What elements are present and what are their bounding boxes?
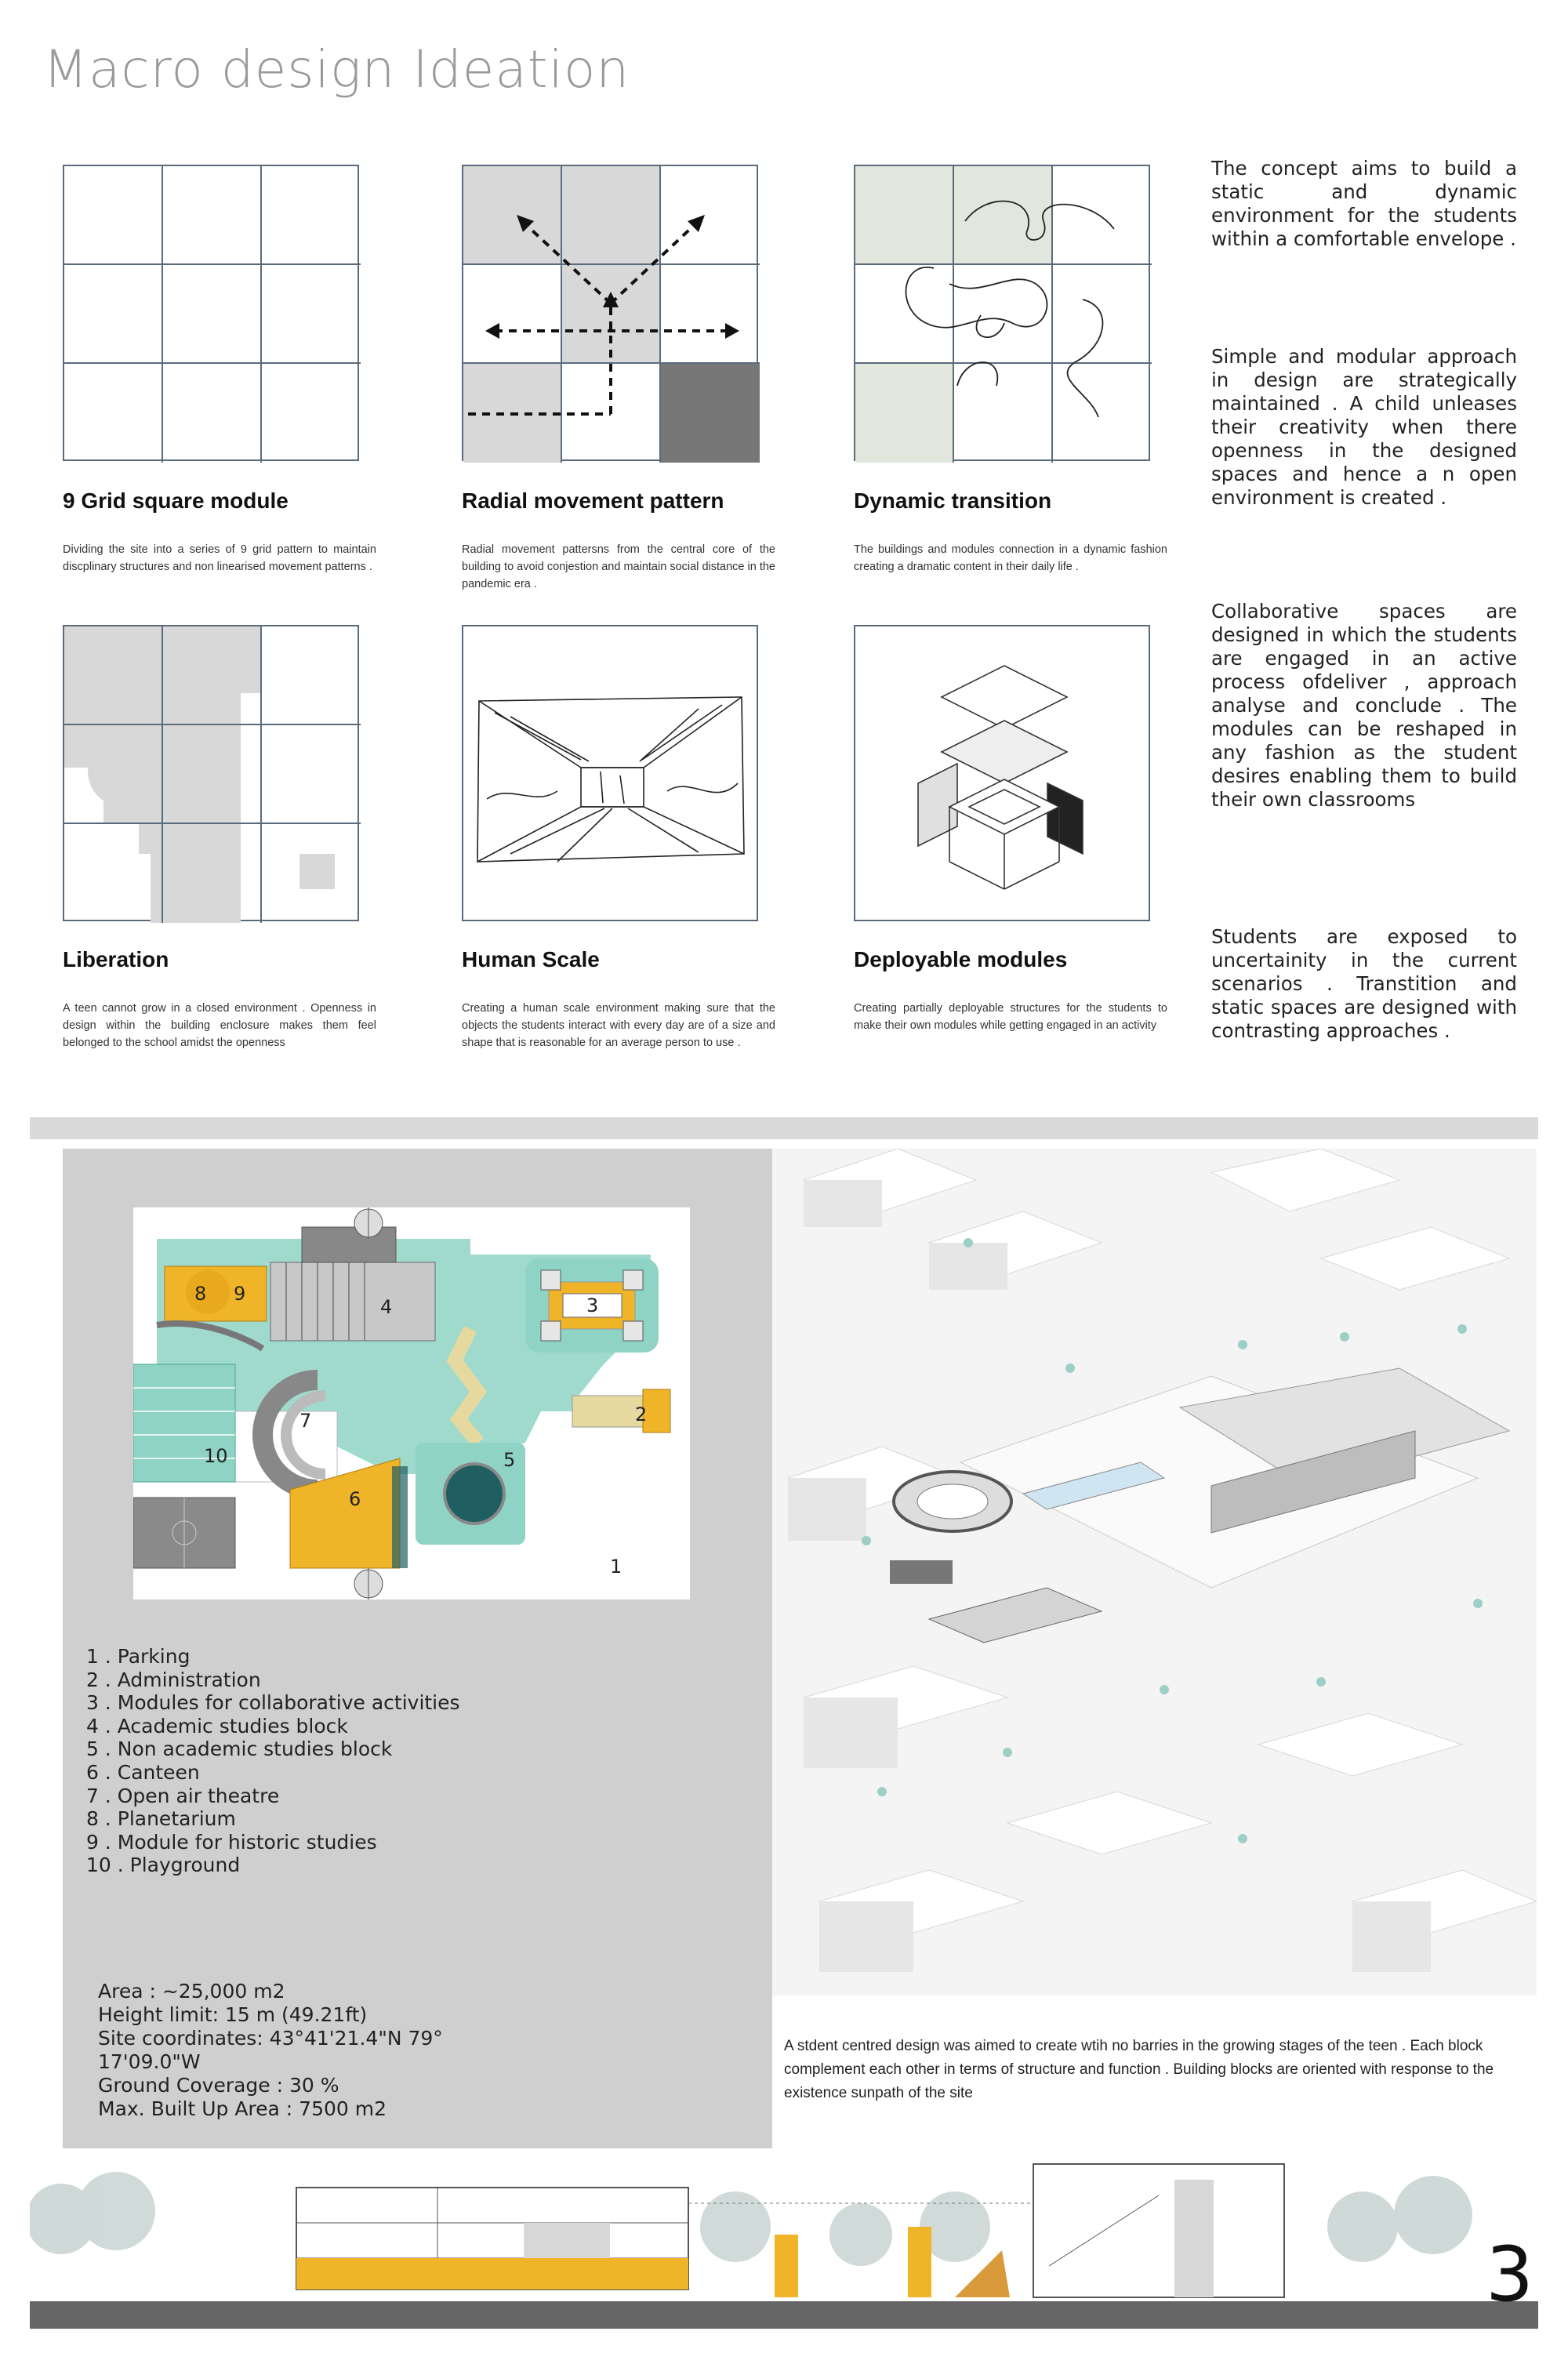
concept-text: The buildings and modules connection in a dynamic fashion creating a dramatic content in their daily life . <box>854 543 1167 573</box>
deployable-module-sketch <box>854 625 1150 921</box>
side-paragraph: The concept aims to build a static and dynamic environment for the students within a comfortable envelope . <box>1211 157 1517 250</box>
concept-heading: Deployable modules <box>854 947 1068 971</box>
liberation-diagram <box>63 625 359 921</box>
legend-item: 2 . Administration <box>86 1668 261 1691</box>
concept-heading: Human Scale <box>462 947 600 971</box>
concept-text: Creating partially deployable structures for the students to make their own modules while getting engaged in an activity <box>854 1002 1167 1032</box>
site-plan <box>133 1207 690 1600</box>
plan-label: 8 <box>194 1283 207 1305</box>
plan-label: 4 <box>380 1296 393 1318</box>
concept-text: A teen cannot grow in a closed environment . Openness in design within the building enclosure makes them feel belonged to the school amidst the openness <box>63 1002 376 1049</box>
concept-text: Creating a human scale environment making sure that the objects the students interact with every day are of a size and shape that is reasonable for an average person to use . <box>462 1002 775 1049</box>
concept-text: Dividing the site into a series of 9 grid pattern to maintain discplinary structures and non linearised movement patterns . <box>63 543 376 573</box>
side-paragraph: Students are exposed to uncertainity in the current scenarios . Transtition and static spaces are designed with contrasting approaches . <box>1211 925 1517 1042</box>
concept-heading: Radial movement pattern <box>462 488 724 513</box>
concept-heading: Dynamic transition <box>854 488 1052 513</box>
legend-item: 1 . Parking <box>86 1645 191 1668</box>
side-paragraph: Simple and modular approach in design are strategically maintained . A child unleases their creativity when there openness in the designed spaces and hence a n open environment is created . <box>1211 345 1517 509</box>
human-scale-sketch <box>462 625 758 921</box>
isometric-site-view <box>772 1149 1537 1995</box>
stat-line: Site coordinates: 43°41'21.4"N 79° 17'09.0"W <box>98 2027 443 2073</box>
dynamic-transition-diagram <box>854 165 1150 461</box>
legend-item: 7 . Open air theatre <box>86 1784 280 1807</box>
stat-line: Area : ~25,000 m2 <box>98 1980 285 2003</box>
plan-label: 2 <box>635 1403 648 1425</box>
stat-line: Height limit: 15 m (49.21ft) <box>98 2003 368 2026</box>
page-number: 3 <box>1486 2231 1534 2319</box>
legend-item: 6 . Canteen <box>86 1760 200 1784</box>
concept-text: Radial movement pattersns from the central core of the building to avoid conjestion and maintain social distance in the pandemic era . <box>462 543 775 590</box>
plan-label: 7 <box>299 1410 312 1432</box>
plan-label: 5 <box>503 1449 516 1471</box>
design-description: A stdent centred design was aimed to create wtih no barries in the growing stages of the teen . Each block complement each other in terms of structure and function . Building blocks are oriented with response to the existence sunpath of the site <box>784 2038 1494 2101</box>
page-title: Macro design Ideation <box>43 39 630 100</box>
plan-label: 6 <box>349 1488 361 1510</box>
plan-label: 9 <box>234 1283 246 1305</box>
plan-label: 10 <box>204 1445 228 1467</box>
concept-heading: 9 Grid square module <box>63 488 289 513</box>
plan-label: 1 <box>610 1556 622 1578</box>
plan-legend <box>86 1645 460 1877</box>
legend-item: 5 . Non academic studies block <box>86 1738 393 1761</box>
legend-item: 9 . Module for historic studies <box>86 1830 377 1854</box>
stat-line: Ground Coverage : 30 % <box>98 2074 339 2097</box>
radial-movement-diagram <box>462 165 758 461</box>
site-section <box>30 2148 1538 2329</box>
side-paragraph: Collaborative spaces are designed in which the students are engaged in an active process ofdeliver , approach analyse and conclude . The modules can be reshaped in any fashion as the student desires enabling them to build their own classrooms <box>1211 600 1517 811</box>
site-stats <box>98 1980 466 2121</box>
legend-item: 10 . Playground <box>86 1854 241 1877</box>
stat-line: Max. Built Up Area : 7500 m2 <box>98 2097 387 2120</box>
plan-label: 3 <box>586 1295 599 1316</box>
concept-heading: Liberation <box>63 947 169 971</box>
legend-item: 3 . Modules for collaborative activities <box>86 1691 460 1715</box>
legend-item: 4 . Academic studies block <box>86 1714 348 1738</box>
legend-item: 8 . Planetarium <box>86 1807 236 1831</box>
section-divider <box>30 1117 1538 1139</box>
grid-module-diagram <box>63 165 359 461</box>
